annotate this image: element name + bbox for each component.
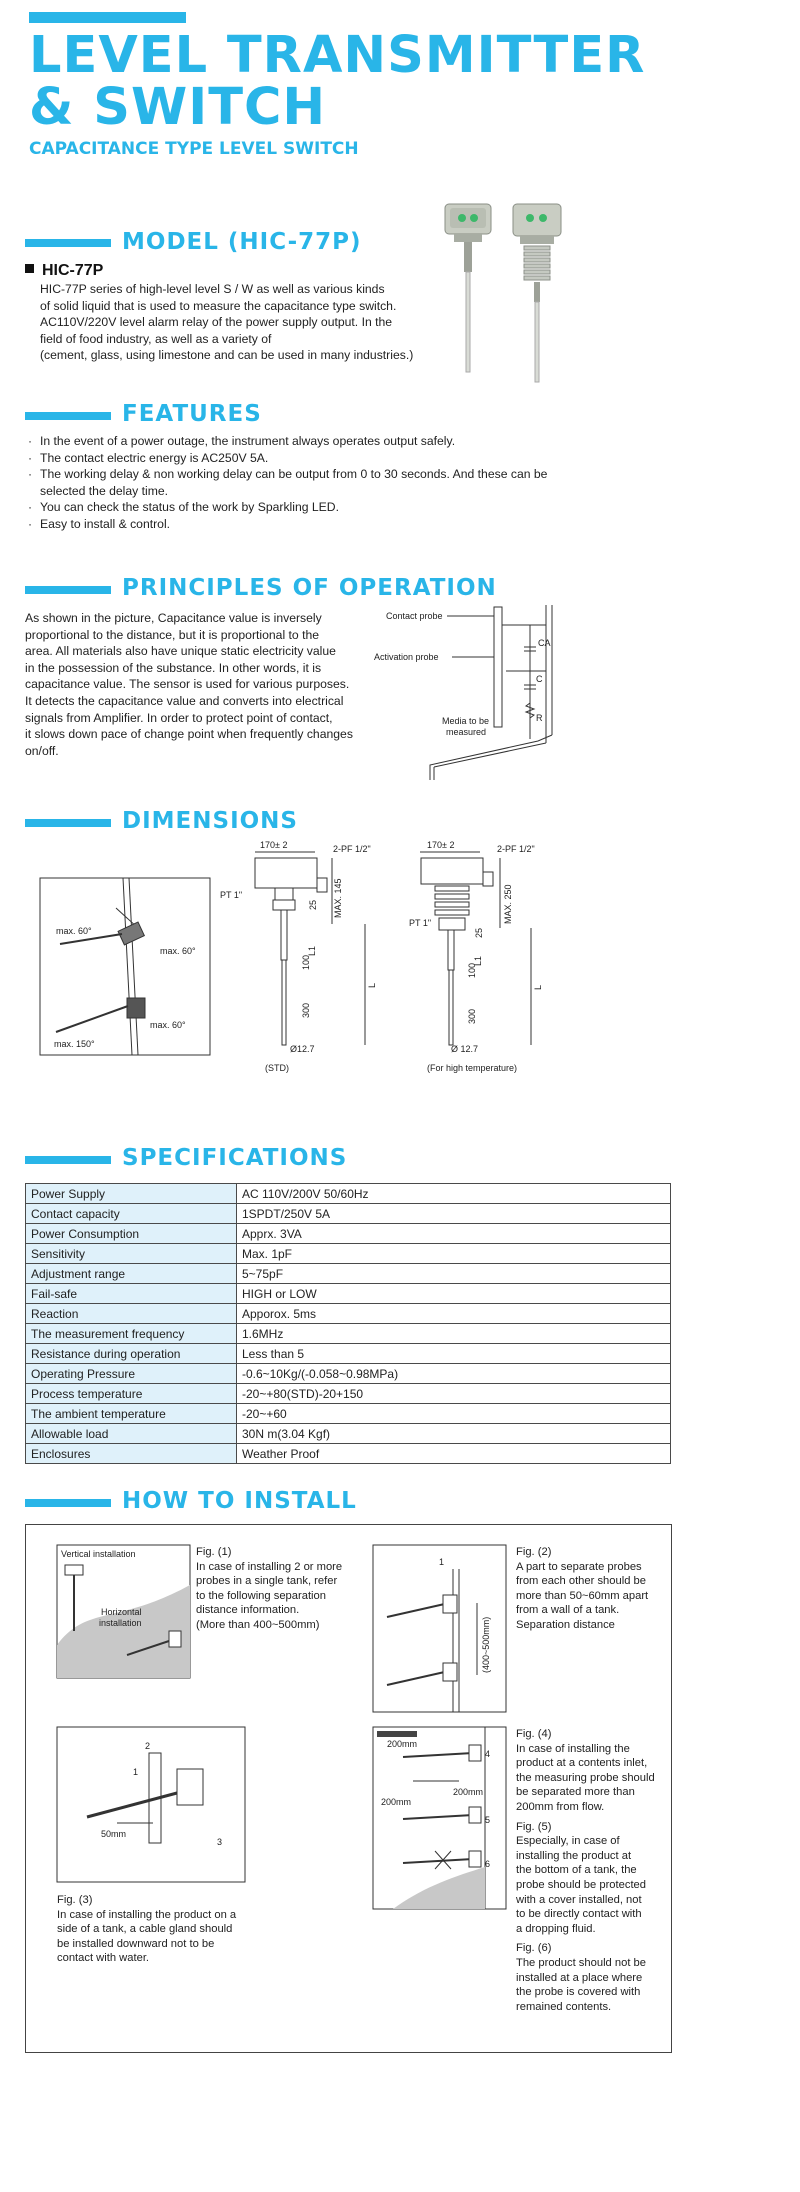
page-title: LEVEL TRANSMITTER & SWITCH [29,26,646,137]
dimensions-section-bar [25,819,111,827]
model-section-bar [25,239,111,247]
separation-distance: (400~500mm) [481,1616,491,1673]
specifications-section-title: SPECIFICATIONS [122,1145,348,1171]
list-item: · In the event of a power outage, the instrument always operates output safely. [28,434,456,448]
page-subtitle: CAPACITANCE TYPE LEVEL SWITCH [29,139,359,159]
dimension-300: 300 [467,1008,477,1024]
table-row [26,1444,671,1464]
spec-value: Max. 1pF [237,1244,671,1264]
principles-text: As shown in the picture, Capacitance value is inversely proportional to the distance, but it is proportional to the area. All materials also have unique static electricity value in the possession of the substance. In other words, it is capacitance value. The sensor is used for various purposes. It detects the capacitance value and converts into electrical signals from Amplifier. In order to protect point of contact, it slows down pace of change point when frequently changes on/off. [25,611,353,758]
contact-probe-label: Contact probe [386,611,443,621]
features-list [28,433,588,533]
angle-label: max. 60° [150,1020,186,1030]
fig4-number: 5 [485,1815,491,1825]
dimension-diameter: Ø12.7 [290,1044,315,1054]
spec-key: The measurement frequency [26,1324,237,1344]
fig1-text: Fig. (1) In case of installing 2 or more probes in a single tank, refer to the following separation distance information. (More than 400~500mm) [196,1546,343,1631]
media-label-2: measured [446,727,487,737]
high-caption: (For high temperature) [427,1063,518,1073]
table-row [26,1364,671,1384]
principles-diagram [370,605,565,780]
c-label: C [536,674,543,684]
product-photo [440,200,580,390]
principles-section-bar [25,586,111,594]
dimensions-section-title: DIMENSIONS [122,808,298,834]
table-row [26,1324,671,1344]
install-section-title: HOW TO INSTALL [122,1488,357,1514]
spec-key: Resistance during operation [26,1344,237,1364]
specifications-table [25,1183,671,1464]
fig3-number: 2 [145,1741,151,1751]
fig3-number: 1 [133,1767,139,1777]
fig4-6-text: Fig. (4) In case of installing the product at a contents inlet, the measuring probe should be separated more than 200mm from flow. Fig. (5) Especially, in case of installing the product at the bottom of a tank, the probe should be protected with a cover installed, not to be directly contact with a dropping fluid. Fig. (6) The product should not be installed at a place where the probe is covered with remained contents. [516,1728,655,2013]
fig4-distance: 200mm [387,1739,418,1749]
table-row [26,1404,671,1424]
table-row [26,1284,671,1304]
dimension-max: MAX. 250 [503,884,513,924]
horizontal-label-1: Horizontal [101,1607,142,1617]
dimension-300: 300 [301,1002,311,1018]
spec-value: AC 110V/200V 50/60Hz [237,1184,671,1204]
media-label-1: Media to be [442,716,490,726]
fig4-6-illustration [373,1727,508,1912]
spec-key: Reaction [26,1304,237,1324]
list-item: · You can check the status of the work by Sparkling LED. [28,500,339,515]
dimension-l1: L1 [473,955,483,966]
ca-label: CA [538,638,551,648]
fig3-illustration [57,1727,247,1887]
dimension-pt: PT 1" [409,918,432,928]
dimension-pt: PT 1" [220,890,243,900]
features-section-bar [25,412,111,420]
spec-key: Power Supply [26,1184,237,1204]
list-item: · The contact electric energy is AC250V 5A. [28,450,269,465]
fig1-illustration [57,1545,192,1680]
model-name: HIC-77P [25,262,103,280]
model-section-title: MODEL (HIC-77P) [122,229,362,255]
spec-key: Fail-safe [26,1284,237,1304]
fig2-text: Fig. (2) A part to separate probes from each other should be more than 50~60mm apart from a wall of a tank. Separation distance [516,1546,649,1631]
fig3-number: 3 [217,1837,223,1847]
vertical-label: Vertical installation [61,1549,136,1559]
model-description: HIC-77P series of high-level level S / W as well as various kinds of solid liquid that is used to measure the capacitance type switch. AC110V/220V level alarm relay of the power supply output. In the field of food industry, as well as a variety of (cement, glass, using limestone and can be used in many industries.) [40,282,414,363]
spec-value: HIGH or LOW [237,1284,671,1304]
high-temp-dimension-drawing [409,838,600,1078]
spec-value: 1SPDT/250V 5A [237,1204,671,1224]
table-row [26,1204,671,1224]
fig4-distance: 200mm [453,1787,484,1797]
dimension-thread: 2-PF 1/2" [333,844,371,854]
list-item: · Easy to install & control. [28,516,171,531]
table-row [26,1424,671,1444]
specifications-section-bar [25,1156,111,1164]
dimension-l: L [533,984,543,990]
dimension-width: 170± 2 [427,840,455,850]
spec-key: The ambient temperature [26,1404,237,1424]
dimension-25: 25 [474,927,484,938]
dimension-100: 100 [467,962,477,978]
table-row [26,1344,671,1364]
spec-value: -0.6~10Kg/(-0.058~0.98MPa) [237,1364,671,1384]
spec-key: Power Consumption [26,1224,237,1244]
header-accent-bar [29,12,186,23]
spec-value: -20~+60 [237,1404,671,1424]
table-row [26,1264,671,1284]
spec-key: Adjustment range [26,1264,237,1284]
fig2-number: 1 [439,1557,445,1567]
table-row [26,1384,671,1404]
spec-key: Allowable load [26,1424,237,1444]
features-section-title: FEATURES [122,401,262,427]
spec-key: Contact capacity [26,1204,237,1224]
fig3-distance: 50mm [101,1829,127,1839]
table-row [26,1224,671,1244]
dimension-l: L [367,982,377,988]
spec-key: Operating Pressure [26,1364,237,1384]
horizontal-label-2: installation [99,1618,142,1628]
angle-label: max. 60° [56,926,92,936]
r-label: R [536,713,543,723]
dimension-thread: 2-PF 1/2" [497,844,535,854]
dimension-100: 100 [301,954,311,970]
fig3-text: Fig. (3) In case of installing the product on a side of a tank, a cable gland should be installed downward not to be contact with water. [57,1894,237,1965]
activation-probe-label: Activation probe [374,652,439,662]
table-row [26,1304,671,1324]
dimension-width: 170± 2 [260,840,288,850]
fig4-number: 6 [485,1859,491,1869]
table-row [26,1184,671,1204]
dimension-25: 25 [308,899,318,910]
spec-value: -20~+80(STD)-20+150 [237,1384,671,1404]
spec-key: Process temperature [26,1384,237,1404]
mounting-angles-diagram [40,878,212,1058]
list-item: · The working delay & non working delay can be output from 0 to 30 seconds. And these can be selected the delay time. [28,467,548,498]
dimension-l1: L1 [307,945,317,956]
spec-value: 5~75pF [237,1264,671,1284]
principles-section-title: PRINCIPLES OF OPERATION [122,575,497,601]
std-dimension-drawing [215,838,400,1078]
spec-value: 30N m(3.04 Kgf) [237,1424,671,1444]
fig4-distance: 200mm [381,1797,412,1807]
spec-value: Weather Proof [237,1444,671,1464]
std-caption: (STD) [265,1063,289,1073]
square-bullet-icon [25,264,34,273]
spec-value: Apprx. 3VA [237,1224,671,1244]
install-section-bar [25,1499,111,1507]
angle-label: max. 150° [54,1039,95,1049]
spec-key: Sensitivity [26,1244,237,1264]
angle-label: max. 60° [160,946,196,956]
spec-value: 1.6MHz [237,1324,671,1344]
spec-key: Enclosures [26,1444,237,1464]
table-row [26,1244,671,1264]
dimension-max: MAX. 145 [333,878,343,918]
fig2-illustration [373,1545,508,1715]
fig4-number: 4 [485,1749,491,1759]
spec-value: Less than 5 [237,1344,671,1364]
spec-value: Apporox. 5ms [237,1304,671,1324]
dimension-diameter: Ø 12.7 [451,1044,479,1054]
